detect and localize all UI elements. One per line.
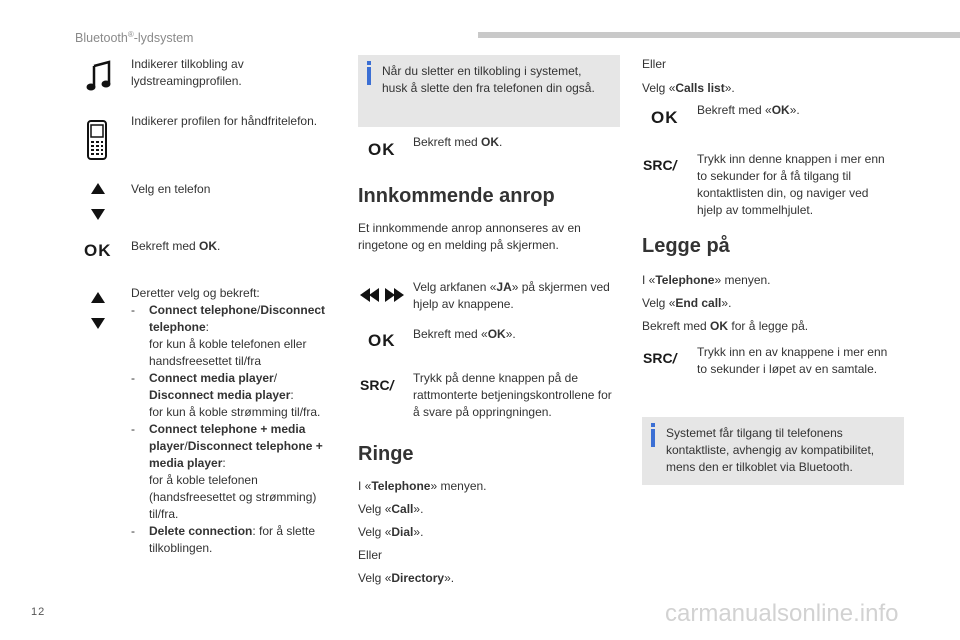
handsfree-profile-text: Indikerer profilen for håndfritelefon. <box>131 114 318 128</box>
connection-options-list <box>131 302 341 557</box>
call-line: Velg «Directory». <box>358 571 455 585</box>
info-icon <box>651 429 655 447</box>
contact-list-text: Trykk inn denne knappen i mer enn to sekunder for å få tilgang til kontaktlisten din, og naviger ved hjelp av tommelhjulet. <box>697 152 885 217</box>
hangup-line: Bekreft med OK for å legge på. <box>642 319 809 333</box>
watermark: carmanualsonline.info <box>665 600 899 627</box>
up-down-arrows-icon <box>91 183 105 226</box>
hangup-src-text: Trykk inn en av knappene i mer enn to sekunder i løpet av en samtale. <box>697 345 888 376</box>
info-icon-dot <box>367 61 371 65</box>
music-note-icon <box>86 60 112 97</box>
list-item: - Connect media player/ Disconnect media player: for kun å koble strømming til/fra. <box>131 370 341 421</box>
info-note-text: Når du sletter en tilkobling i systemet, husk å slette den fra telefonen din også. <box>382 64 595 95</box>
header-bar <box>478 32 960 38</box>
select-tab-text: Velg arkfanen «JA» på skjermen ved hjelp av knappene. <box>413 280 610 311</box>
or-text: Eller <box>642 57 667 71</box>
mobile-phone-icon <box>86 120 108 165</box>
incoming-call-heading: Innkommende anrop <box>358 185 555 207</box>
info-icon <box>367 67 371 85</box>
ok-icon: OK <box>368 331 396 350</box>
hangup-line: I «Telephone» menyen. <box>642 273 771 287</box>
select-phone-text: Velg en telefon <box>131 182 211 196</box>
incoming-call-text: Et innkommende anrop annonseres av en ringetone og en melding på skjermen. <box>358 221 581 252</box>
call-line: Velg «Call». <box>358 502 424 516</box>
call-heading: Ringe <box>358 443 414 465</box>
confirm-ok-text: Bekreft med OK. <box>131 239 221 253</box>
info-note-text: Systemet får tilgang til telefonens kontaktliste, avhengig av kompatibilitet, mens den er tilkoblet via Bluetooth. <box>666 426 875 474</box>
music-profile-text: Indikerer tilkobling av lydstreamingprofilen. <box>131 57 244 88</box>
call-line: Velg «Dial». <box>358 525 424 539</box>
up-down-arrows-icon <box>91 292 105 335</box>
list-item: - Delete connection: for å slette tilkoblingen. <box>131 523 341 557</box>
then-select-text: Deretter velg og bekreft: - Connect telephone/Disconnect telephone: for kun å koble telefonen eller handsfreesettet til/fra - Connect media player/ Disconnect media player: for kun å koble strømming til/fra. - Connect telephone + media player/Disconnect telephone + media player: for å koble telefonen (handsfreesettet og strømming) til/fra. - Delete connection: for å slette tilkoblingen. <box>131 285 341 557</box>
left-right-arrows-icon <box>360 288 404 307</box>
confirm-ok-text: Bekreft med OK. <box>413 135 503 149</box>
page-number: 12 <box>31 606 46 618</box>
hangup-heading: Legge på <box>642 235 730 257</box>
list-item: - Connect telephone/Disconnect telephone: for kun å koble telefonen eller handsfreesettet til/fra <box>131 302 341 370</box>
info-icon-dot <box>651 423 655 427</box>
list-item: - Connect telephone + media player/Disconnect telephone + media player: for å koble telefonen (handsfreesettet og strømming) til/fra. <box>131 421 341 523</box>
page-header-title: Bluetooth®-lydsystem <box>75 30 194 46</box>
info-note-box <box>358 55 620 127</box>
call-line: Eller <box>358 548 383 562</box>
src-button-icon: SRC/ <box>643 350 677 366</box>
src-button-icon: SRC/ <box>360 377 394 393</box>
ok-icon: OK <box>368 140 396 159</box>
ok-icon: OK <box>651 108 679 127</box>
info-note-box <box>642 417 904 485</box>
confirm-ok-text: Bekreft med «OK». <box>413 327 516 341</box>
src-button-icon: SRC/ <box>643 157 677 173</box>
hangup-line: Velg «End call». <box>642 296 732 310</box>
ok-icon: OK <box>84 241 112 260</box>
answer-call-text: Trykk på denne knappen på de rattmonterte betjeningskontrollene for å svare på oppringningen. <box>413 371 612 419</box>
confirm-ok-text: Bekreft med «OK». <box>697 103 800 117</box>
call-line: I «Telephone» menyen. <box>358 479 487 493</box>
calls-list-text: Velg «Calls list». <box>642 81 735 95</box>
